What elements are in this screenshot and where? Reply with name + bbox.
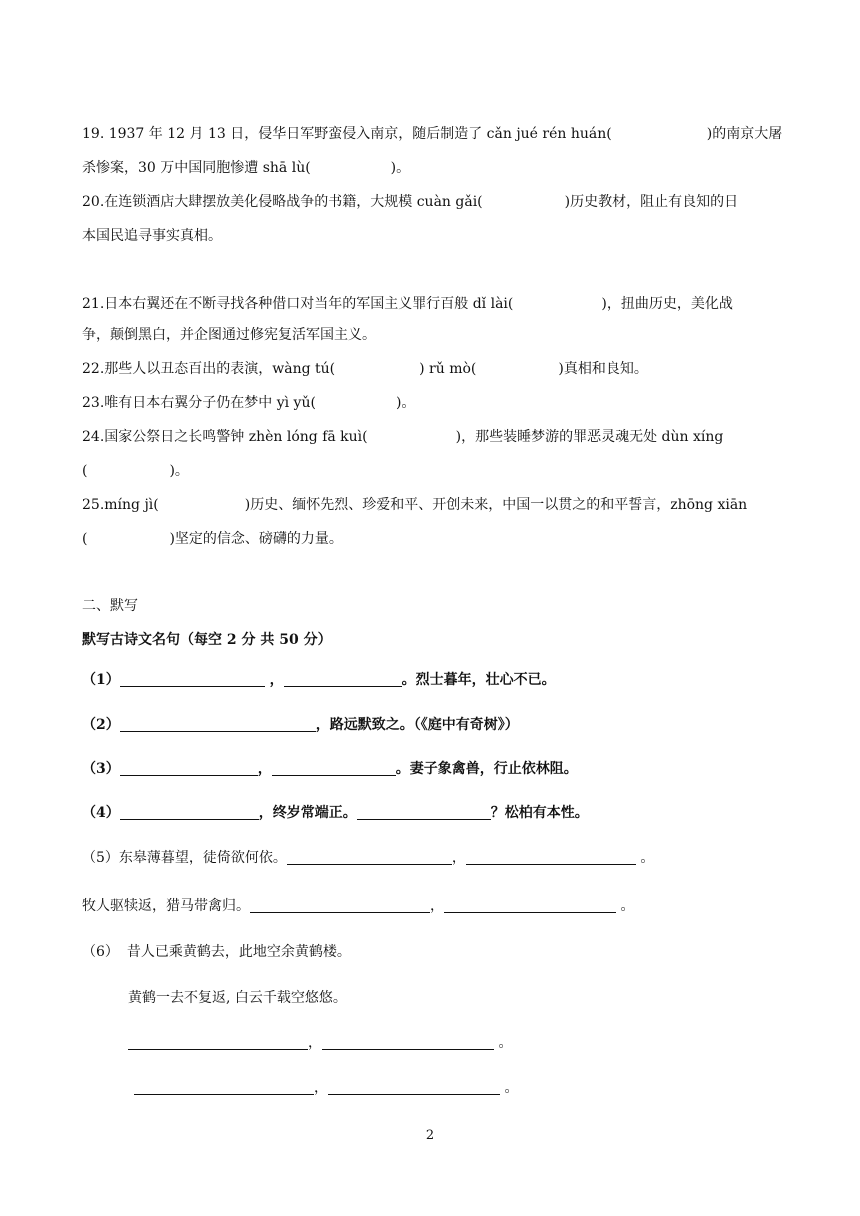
d6-end-1: 。	[494, 1035, 513, 1051]
d3-blank-2[interactable]	[272, 760, 396, 776]
question-21-line-2	[82, 325, 376, 345]
d6-blank-2[interactable]	[322, 1034, 494, 1050]
q22-text-c: )真相和良知。	[558, 361, 648, 377]
question-24-line-2	[82, 461, 189, 481]
d5-blank-4[interactable]	[444, 897, 616, 913]
q24-text-b: )，那些装睡梦游的罪恶灵魂无处 dùn xíng	[455, 429, 724, 445]
d1-number: （1）	[82, 672, 120, 688]
d2-number: （2）	[82, 717, 120, 733]
d4-blank-2[interactable]	[357, 804, 491, 820]
q19-text-a: 19. 1937 年 12 月 13 日，侵华日军野蛮侵入南京，随后制造了 cǎn jué rén huán(	[82, 126, 612, 142]
d5-text-a: （5）东皋薄暮望，徒倚欲何依。	[82, 850, 287, 866]
d5-end-2: 。	[616, 898, 635, 914]
d1-blank-2[interactable]	[284, 671, 402, 687]
q21-text-b: )，扭曲历史，美化战	[601, 296, 733, 312]
question-20-line-2	[82, 226, 222, 246]
question-20-line-1	[82, 192, 738, 212]
question-25-line-1	[82, 495, 747, 515]
d1-blank-1[interactable]	[120, 671, 265, 687]
d3-number: （3）	[82, 761, 120, 777]
dictation-item-1	[82, 670, 556, 690]
d6-blank-1[interactable]	[128, 1034, 308, 1050]
section-2-heading: 二、默写	[82, 598, 138, 614]
q19-text-c: 杀惨案，30 万中国同胞惨遭 shā lù(	[82, 160, 311, 176]
question-19-line-2	[82, 158, 410, 178]
dictation-item-6-line-3	[128, 1033, 512, 1053]
d3-text: 。妻子象禽兽，行止依林阻。	[395, 761, 578, 777]
question-21-line-1	[82, 294, 733, 314]
d5-separator-1: ，	[451, 850, 466, 866]
question-22	[82, 359, 648, 379]
q24-text-d: )。	[169, 463, 189, 479]
dictation-item-6-line-4	[134, 1078, 518, 1098]
d5-blank-2[interactable]	[466, 849, 636, 865]
section-2-title: 默写古诗文名句（每空 2 分 共 50 分）	[82, 632, 332, 648]
d5-blank-1[interactable]	[287, 849, 452, 865]
d5-end-1: 。	[635, 850, 655, 866]
question-23	[82, 393, 415, 413]
d5-blank-3[interactable]	[250, 897, 430, 913]
dictation-item-4	[82, 803, 589, 823]
d6-poem-line-1: 昔人已乘黄鹤去，此地空余黄鹤楼。	[126, 944, 351, 960]
d6-separator-2: ，	[314, 1080, 328, 1096]
question-24-line-1	[82, 427, 723, 447]
d1-text: 。烈士暮年，壮心不已。	[401, 672, 556, 688]
d4-text-mid: ，终岁常端正。	[258, 805, 357, 821]
d2-blank-1[interactable]	[120, 716, 316, 732]
q25-text-a: 25.míng jì(	[82, 497, 159, 513]
d6-separator-1: ，	[308, 1035, 322, 1051]
dictation-item-5-line-1	[82, 848, 654, 868]
d1-separator: ，	[264, 672, 284, 688]
q20-text-a: 20.在连锁酒店大肆摆放美化侵略战争的书籍，大规模 cuàn gǎi(	[82, 194, 483, 210]
d6-blank-3[interactable]	[134, 1079, 314, 1095]
d5-text-b: 牧人驱犊返，猎马带禽归。	[82, 898, 250, 914]
q22-text-a: 22.那些人以丑态百出的表演，wàng tú(	[82, 361, 336, 377]
d5-separator-2: ，	[430, 898, 444, 914]
dictation-item-6-line-1	[82, 942, 351, 962]
d3-blank-1[interactable]	[120, 760, 258, 776]
dictation-item-2	[82, 715, 519, 735]
page-number: 2	[425, 1128, 435, 1143]
q20-text-b: )历史教材，阻止有良知的日	[564, 194, 739, 210]
d4-number: （4）	[82, 805, 120, 821]
q21-text-c: 争，颠倒黑白，并企图通过修宪复活军国主义。	[82, 327, 376, 343]
d4-text: ？松柏有本性。	[490, 805, 589, 821]
dictation-item-5-line-2	[82, 896, 634, 916]
question-19-line-1	[82, 124, 782, 144]
q25-text-c: (	[82, 531, 88, 547]
d6-blank-4[interactable]	[328, 1079, 500, 1095]
d6-number: （6）	[82, 944, 119, 960]
dictation-item-6-line-2	[128, 988, 347, 1008]
d3-separator: ，	[257, 761, 272, 777]
q19-text-b: )的南京大屠	[706, 126, 783, 142]
d6-poem-line-2: 黄鹤一去不复返, 白云千载空悠悠。	[128, 990, 347, 1006]
q24-text-a: 24.国家公祭日之长鸣警钟 zhèn lóng fā kuì(	[82, 429, 368, 445]
d4-blank-1[interactable]	[120, 804, 259, 820]
q23-text-b: )。	[395, 395, 416, 411]
q19-text-d: )。	[390, 160, 411, 176]
q25-text-d: )坚定的信念、磅礴的力量。	[169, 531, 343, 547]
d2-text: ，路远默致之。（《庭中有奇树》）	[315, 717, 519, 733]
dictation-item-3	[82, 759, 578, 779]
q23-text-a: 23.唯有日本右翼分子仍在梦中 yì yǔ(	[82, 395, 316, 411]
q25-text-b: )历史、缅怀先烈、珍爱和平、开创未来，中国一以贯之的和平誓言，zhōng xiān	[244, 497, 748, 513]
q24-text-c: (	[82, 463, 88, 479]
q20-text-c: 本国民追寻事实真相。	[82, 228, 222, 244]
q21-text-a: 21.日本右翼还在不断寻找各种借口对当年的军国主义罪行百般 dǐ lài(	[82, 296, 514, 312]
q22-text-b: ) rǔ mò(	[419, 361, 477, 377]
question-25-line-2	[82, 529, 343, 549]
d6-end-2: 。	[500, 1080, 519, 1096]
